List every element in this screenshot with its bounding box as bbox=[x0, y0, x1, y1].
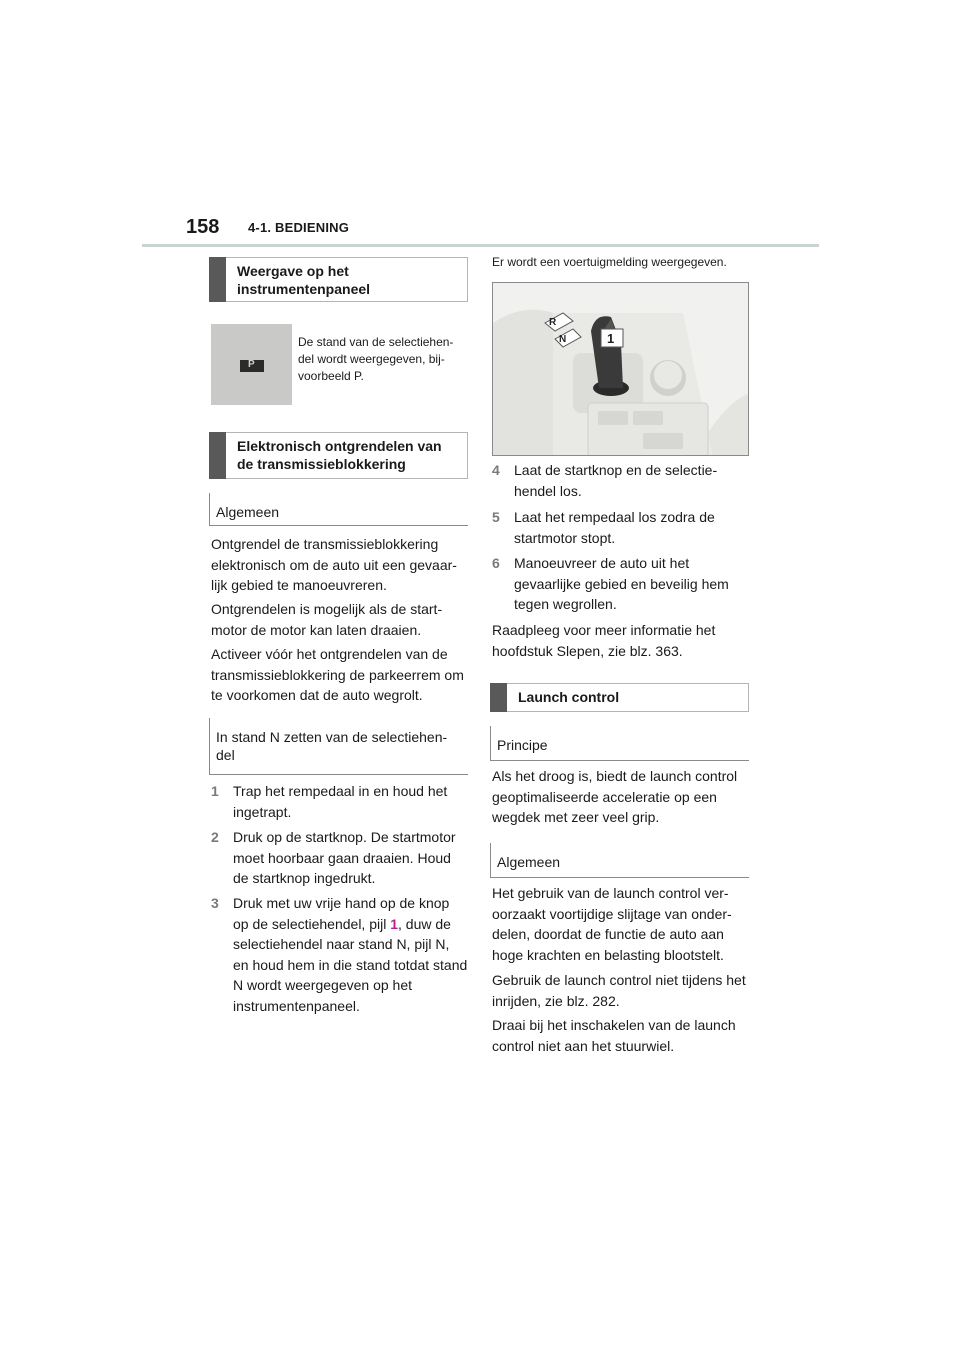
heading-line-1: Elektronisch ontgrendelen van bbox=[237, 438, 442, 454]
step-item bbox=[211, 827, 468, 889]
step-item bbox=[492, 507, 749, 548]
step-text-a: Druk met uw vrije hand op de knop op de selectiehendel, pijl bbox=[233, 895, 450, 932]
subheading-text: Algemeen bbox=[216, 504, 280, 520]
step-text: Druk op de startknop. De startmotor moet hoorbaar gaan draaien. Houd de startknop ingedrukt. bbox=[233, 829, 456, 886]
step-text-b: , duw de selectiehendel naar stand N, pijl N, en houd hem in die stand totdat stand N wordt weergegeven op het instrumentenpaneel. bbox=[233, 915, 468, 1014]
step-text: Manoeuvreer de auto uit het gevaarlijke gebied en beveilig hem tegen wegrollen. bbox=[514, 555, 729, 612]
page-number: 158 bbox=[186, 216, 220, 238]
heading-launch-control bbox=[490, 683, 749, 712]
paragraph: Het gebruik van de launch control ver-oorzaakt voortijdige slijtage van onder-delen, doordat de functie de auto aan hoge krachten en belasting blootstelt. bbox=[492, 885, 732, 963]
subheading-set-n bbox=[209, 718, 468, 775]
display-caption: De stand van de selectiehen-del wordt weergegeven, bij-voorbeeld P. bbox=[298, 335, 454, 383]
heading-text bbox=[237, 437, 461, 473]
label-r: R bbox=[549, 317, 557, 328]
paragraph: Ontgrendelen is mogelijk als de start-motor de motor kan laten draaien. bbox=[211, 601, 443, 638]
step-number: 2 bbox=[211, 829, 219, 845]
header-rule bbox=[142, 244, 819, 247]
paragraph: Draai bij het inschakelen van de launch control niet aan het stuurwiel. bbox=[492, 1017, 736, 1054]
step-item bbox=[211, 893, 468, 1016]
arrow-marker: 1 bbox=[390, 915, 399, 932]
subheading-text: In stand N zetten van de selectiehen-del bbox=[216, 729, 448, 763]
step-item bbox=[492, 553, 749, 615]
heading-instrument-display bbox=[209, 257, 468, 302]
gear-position-indicator bbox=[240, 360, 264, 372]
heading-text: Launch control bbox=[518, 689, 620, 705]
step-number: 5 bbox=[492, 509, 500, 525]
heading-bar bbox=[209, 257, 226, 302]
gear-position-label: P bbox=[248, 359, 255, 370]
step-number: 6 bbox=[492, 555, 500, 571]
heading-bar bbox=[209, 432, 226, 479]
instrument-display-image bbox=[211, 324, 292, 405]
paragraph: Activeer vóór het ontgrendelen van de transmissieblokkering de parkeerrem om te voorkomen dat de auto wegrolt. bbox=[211, 646, 464, 703]
step-number: 3 bbox=[211, 895, 219, 911]
subheading-principle bbox=[490, 726, 749, 761]
heading-electronic-unlock bbox=[209, 432, 468, 479]
step-text: Laat de startknop en de selectie-hendel los. bbox=[514, 462, 718, 499]
subheading-text: Algemeen bbox=[497, 854, 561, 870]
label-arrow-1: 1 bbox=[607, 331, 615, 346]
step-text: Trap het rempedaal in en houd het ingetrapt. bbox=[233, 783, 448, 820]
heading-bar bbox=[490, 683, 507, 712]
step-item bbox=[492, 460, 749, 501]
photo-top-caption: Er wordt een voertuigmelding weergegeven. bbox=[492, 255, 727, 269]
gear-selector-photo bbox=[492, 282, 749, 456]
step-number: 4 bbox=[492, 462, 500, 478]
subheading-general bbox=[490, 843, 749, 878]
paragraph: Raadpleeg voor meer informatie het hoofdstuk Slepen, zie blz. 363. bbox=[492, 622, 716, 659]
step-text: Laat het rempedaal los zodra de startmotor stopt. bbox=[514, 509, 715, 546]
heading-text: Weergave op het instrumentenpaneel bbox=[237, 263, 371, 297]
subheading-text: Principe bbox=[497, 737, 548, 753]
gear-selector-illustration bbox=[493, 283, 749, 456]
paragraph: Gebruik de launch control niet tijdens het inrijden, zie blz. 282. bbox=[492, 972, 746, 1009]
label-n: N bbox=[559, 334, 567, 345]
paragraph: Ontgrendel de transmissieblokkering elektronisch om de auto uit een gevaar-lijk gebied te manoeuvreren. bbox=[211, 536, 457, 593]
section-title: 4-1. BEDIENING bbox=[248, 220, 350, 235]
step-text bbox=[233, 893, 468, 1016]
subheading-general bbox=[209, 493, 468, 526]
paragraph: Als het droog is, biedt de launch control geoptimaliseerde acceleratie op een wegdek met zeer veel grip. bbox=[492, 768, 738, 825]
step-number: 1 bbox=[211, 783, 219, 799]
heading-line-2: de transmissieblokkering bbox=[237, 456, 406, 472]
step-item bbox=[211, 781, 468, 822]
